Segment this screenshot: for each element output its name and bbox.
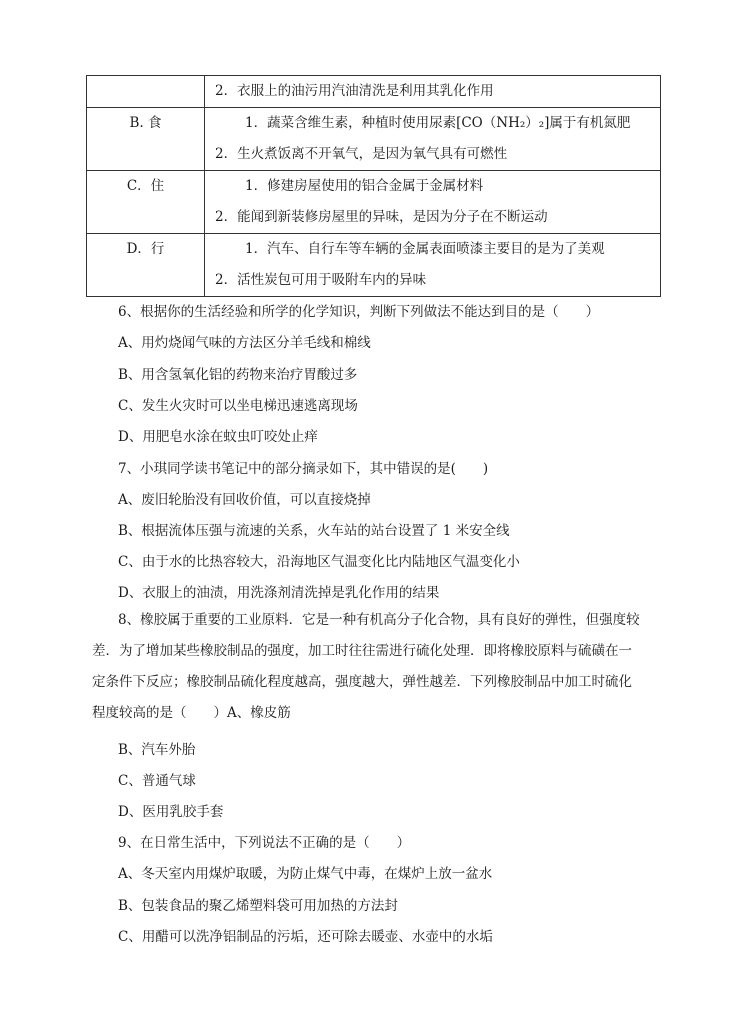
answer-option: A、用灼烧闻气味的方法区分羊毛线和棉线 bbox=[118, 335, 371, 351]
answer-option: C、由于水的比热容较大，沿海地区气温变化比内陆地区气温变化小 bbox=[118, 554, 520, 570]
table-line: 1．修建房屋使用的铝合金属于金属材料 bbox=[245, 178, 484, 194]
answer-option: B、包装食品的聚乙烯塑料袋可用加热的方法封 bbox=[118, 898, 398, 914]
table-line: 2．活性炭包可用于吸附车内的异味 bbox=[215, 272, 427, 288]
answer-option: D、用肥皂水涂在蚊虫叮咬处止痒 bbox=[118, 429, 318, 445]
table-line: 1．汽车、自行车等车辆的金属表面喷漆主要目的是为了美观 bbox=[245, 241, 605, 257]
paragraph-line: 程度较高的是（ ）A、橡皮筋 bbox=[92, 705, 291, 721]
table-content bbox=[205, 108, 661, 171]
answer-option: C、用醋可以洗净铝制品的污垢，还可除去暖壶、水壶中的水垢 bbox=[118, 929, 493, 945]
answer-option: A、冬天室内用煤炉取暖，为防止煤气中毒，在煤炉上放一盆水 bbox=[118, 866, 493, 882]
question-stem: 7、小琪同学读书笔记中的部分摘录如下，其中错误的是( ) bbox=[118, 461, 489, 477]
table-line: 2．能闻到新装修房屋里的异味，是因为分子在不断运动 bbox=[215, 209, 548, 225]
paragraph-line: 8、橡胶属于重要的工业原料．它是一种有机高分子化合物，具有良好的弹性，但强度较 bbox=[118, 612, 640, 628]
answer-option: D、医用乳胶手套 bbox=[118, 804, 224, 820]
paragraph-line: 差．为了增加某些橡胶制品的强度，加工时往往需进行硫化处理．即将橡胶原料与硫磺在一 bbox=[92, 643, 632, 659]
answer-option: D、衣服上的油渍，用洗涤剂清洗掉是乳化作用的结果 bbox=[118, 585, 440, 601]
table-category: D．行 bbox=[87, 234, 205, 297]
table-line: 2．生火煮饭离不开氧气，是因为氧气具有可燃性 bbox=[215, 146, 508, 162]
table-row bbox=[87, 76, 661, 108]
table-content bbox=[205, 76, 661, 108]
answer-table bbox=[86, 75, 661, 297]
answer-option: B、根据流体压强与流速的关系，火车站的站台设置了 1 米安全线 bbox=[118, 523, 510, 539]
table-row bbox=[87, 234, 661, 297]
table-line: 1．蔬菜含维生素，种植时使用尿素[CO（NH₂）₂]属于有机氮肥 bbox=[245, 115, 631, 131]
table-category: B. 食 bbox=[87, 108, 205, 171]
answer-option: C、发生火灾时可以坐电梯迅速逃离现场 bbox=[118, 398, 358, 414]
table-row bbox=[87, 108, 661, 171]
question-stem: 6、根据你的生活经验和所学的化学知识，判断下列做法不能达到目的是（ ） bbox=[118, 304, 600, 320]
table-line: 2．衣服上的油污用汽油清洗是利用其乳化作用 bbox=[215, 83, 494, 99]
paragraph-line: 定条件下反应；橡胶制品硫化程度越高，强度越大，弹性越差．下列橡胶制品中加工时硫化 bbox=[92, 674, 632, 690]
question-paragraph bbox=[92, 605, 662, 729]
table-content bbox=[205, 234, 661, 297]
question-stem: 9、在日常生活中，下列说法不正确的是（ ） bbox=[118, 835, 411, 851]
answer-option: B、汽车外胎 bbox=[118, 742, 196, 758]
table-content bbox=[205, 171, 661, 234]
answer-option: C、普通气球 bbox=[118, 773, 196, 789]
table-row bbox=[87, 171, 661, 234]
table-category: C．住 bbox=[87, 171, 205, 234]
answer-option: B、用含氢氧化铝的药物来治疗胃酸过多 bbox=[118, 367, 358, 383]
answer-option: A、废旧轮胎没有回收价值，可以直接烧掉 bbox=[118, 492, 371, 508]
table-category bbox=[87, 76, 205, 108]
